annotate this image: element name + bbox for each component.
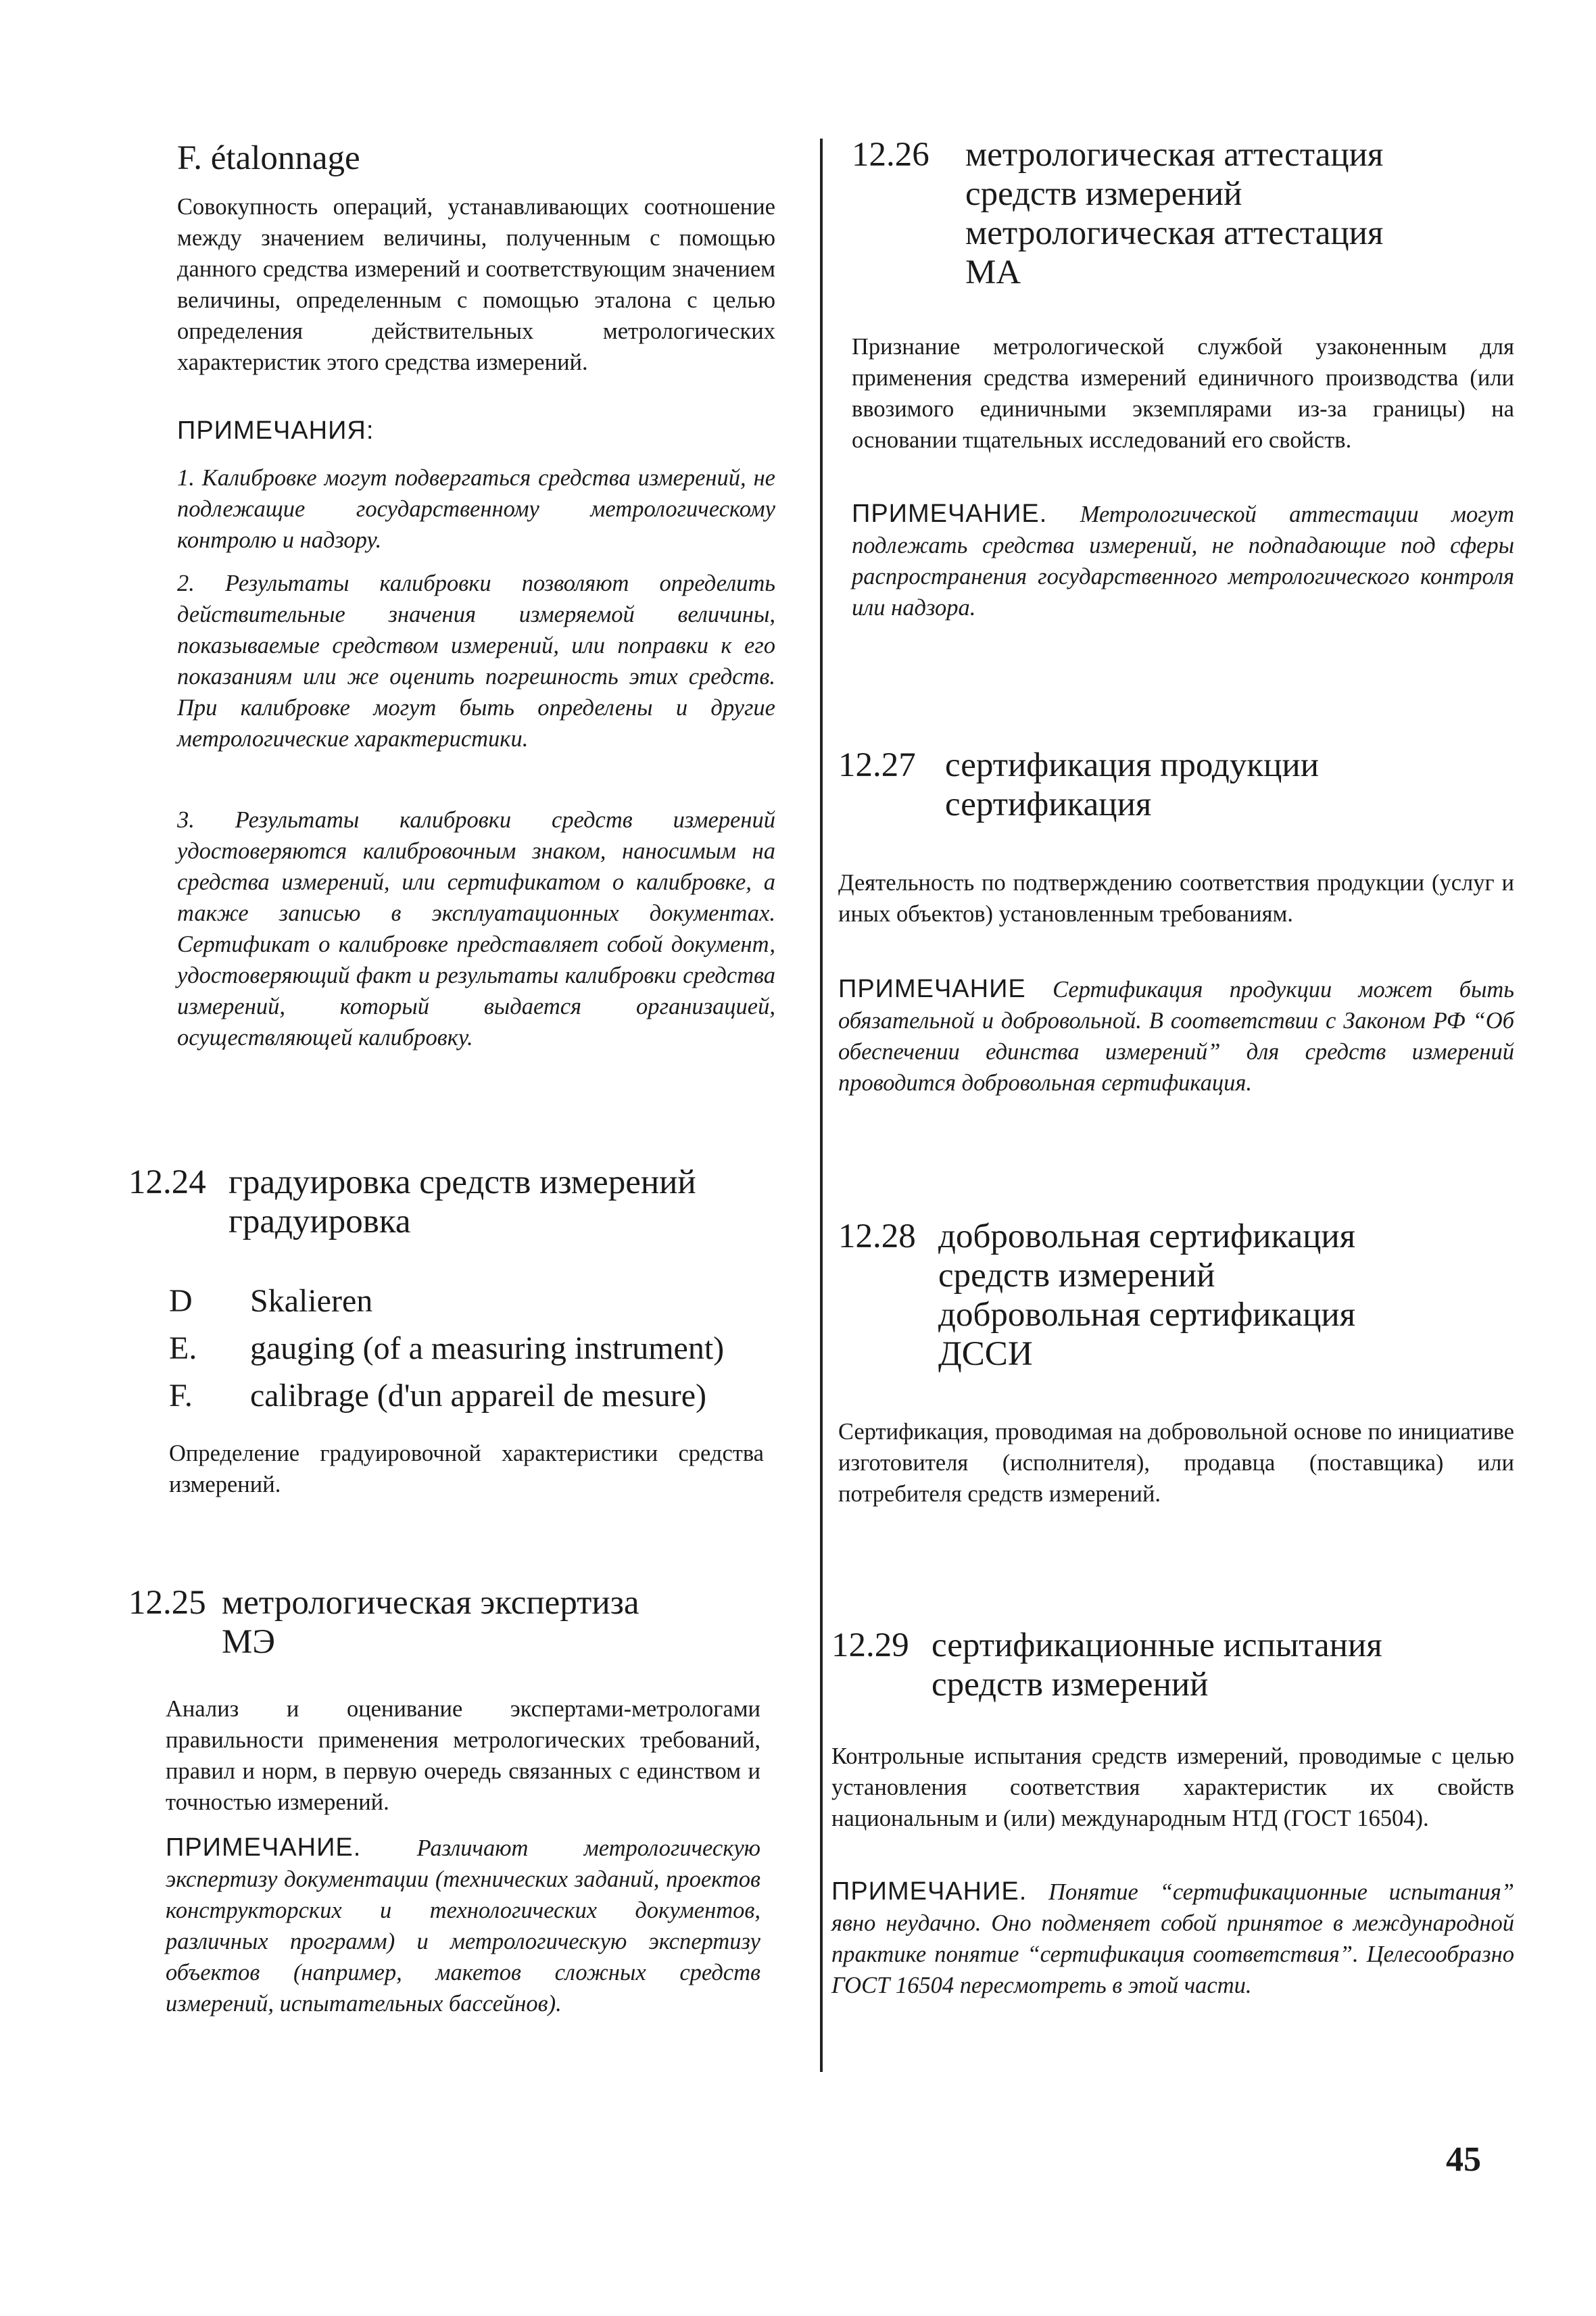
term-number: 12.28 — [838, 1217, 916, 1255]
note-label: ПРИМЕЧАНИЕ. — [831, 1877, 1027, 1906]
notes-heading: ПРИМЕЧАНИЯ: — [177, 416, 374, 445]
term-12-28-definition: Сертификация, проводимая на добровольной основе по инициативе изготовителя (исполнителя), продавца (поставщика) или потребителя средств измерений. — [838, 1419, 1514, 1507]
calibration-note-2: 2. Результаты калибровки позволяют определить действительные значения измеряемой величины, показываемые средством измерений, или поправки к его показаниям или же оценить погрешность этих средств. При калибровке могут быть определены и другие метрологические характеристики. — [177, 571, 775, 752]
lang-code: E. — [169, 1330, 197, 1366]
term-short-name: добровольная сертификация — [938, 1296, 1356, 1334]
term-number: 12.27 — [838, 746, 916, 784]
term-12-29-note — [831, 1876, 1514, 2001]
note-text: Сертификация продукции может быть обязательной и добровольной. В соответствии с Законом РФ “Об обеспечении единства измерений” для средств измерений проводится добровольная сертификация. — [838, 977, 1514, 1096]
term-12-27-definition: Деятельность по подтверждению соответствия продукции (услуг и иных объектов) установленным требованиям. — [838, 870, 1514, 927]
note-text: Понятие “сертификационные испытания” явно неудачно. Оно подменяет собой принятое в международной практике понятие “сертификация соответствия”. Целесообразно ГОСТ 16504 пересмотреть в этой части. — [831, 1879, 1514, 1998]
lang-term: Skalieren — [250, 1283, 373, 1319]
term-12-29-definition: Контрольные испытания средств измерений, проводимые с целью установления соответствия характеристик их свойств национальным и (или) международным НТД (ГОСТ 16504). — [831, 1743, 1514, 1831]
note-label: ПРИМЕЧАНИЕ. — [166, 1833, 362, 1862]
term-number: 12.24 — [128, 1163, 206, 1201]
term-name: добровольная сертификация — [938, 1217, 1356, 1255]
note-text: Различают метрологическую экспертизу документации (технических заданий, проектов конструкторских и технологических документов, различных программ) и метрологическую экспертизу объектов (например, макетов сложных средств измерений, испытательных бассейнов). — [166, 1835, 760, 2017]
note-label: ПРИМЕЧАНИЕ — [838, 975, 1026, 1003]
lang-equivalent-fr — [169, 1376, 706, 1416]
term-abbreviation: МА — [965, 254, 1021, 291]
calibration-note-3: 3. Результаты калибровки средств измерений удостоверяются калибровочным знаком, наносимым на средства измерений, или сертификатом о калибровке, а также записью в эксплуатационных документах. Сертификат о калибровке представляет собой документ, удостоверяющий факт и результаты калибровки средства измерений, который выдается организацией, осуществляющей калибровку. — [177, 807, 775, 1051]
lang-term: gauging (of a measuring instrument) — [250, 1330, 725, 1366]
note-label: ПРИМЕЧАНИЕ. — [852, 500, 1048, 528]
term-number: 12.25 — [128, 1584, 206, 1622]
lang-term: calibrage (d'un appareil de mesure) — [250, 1378, 706, 1414]
term-12-26-note — [852, 498, 1514, 623]
column-divider — [820, 139, 823, 2072]
term-name: сертификация продукции — [945, 746, 1320, 784]
term-number: 12.29 — [831, 1626, 909, 1664]
term-short-name: сертификация — [945, 786, 1152, 823]
term-12-24-definition: Определение градуировочной характеристики средства измерений. — [169, 1441, 764, 1497]
term-abbreviation: ДССИ — [938, 1335, 1033, 1373]
term-12-25-definition: Анализ и оценивание экспертами-метрологами правильности применения метрологических требований, правил и норм, в первую очередь связанных с единством и точностью измерений. — [166, 1696, 760, 1815]
term-name: метрологическая экспертиза — [222, 1584, 639, 1622]
term-name: метрологическая аттестация — [965, 136, 1384, 174]
lang-equivalent-en — [169, 1328, 724, 1369]
term-short-name: градуировка — [228, 1203, 411, 1240]
term-name-cont: средств измерений — [965, 175, 1242, 213]
term-number: 12.26 — [852, 136, 929, 174]
note-text: Метрологической аттестации могут подлежать средства измерений, не подпадающие под сферы распространения государственного метрологического контроля или надзора. — [852, 502, 1514, 621]
term-name-cont: средств измерений — [932, 1666, 1209, 1704]
calibration-note-1: 1. Калибровке могут подвергаться средства измерений, не подлежащие государственному метрологическому контролю и надзору. — [177, 465, 775, 553]
term-12-27-note — [838, 973, 1514, 1099]
term-12-25-note — [166, 1832, 760, 2019]
lang-code: F. — [169, 1378, 193, 1414]
page-number: 45 — [1446, 2140, 1481, 2179]
term-name-cont: средств измерений — [938, 1257, 1215, 1295]
lang-code: D — [169, 1283, 193, 1319]
term-12-26-definition: Признание метрологической службой узаконенным для применения средства измерений единичного производства (или ввозимого единичными экземплярами из-за границы) на основании тщательных исследований его свойств. — [852, 334, 1514, 453]
term-name: сертификационные испытания — [932, 1626, 1382, 1664]
lang-equivalent-de — [169, 1281, 372, 1322]
term-short-name: метрологическая аттестация — [965, 214, 1384, 252]
term-abbreviation: МЭ — [222, 1623, 276, 1661]
calibration-definition: Совокупность операций, устанавливающих соотношение между значением величины, полученным с помощью данного средства измерений и соответствующим значением величины, определенным с помощью эталона с целью определения действительных метрологических характеристик этого средства измерений. — [177, 194, 775, 375]
french-term-etalonnage: F. étalonnage — [177, 139, 360, 177]
term-name: градуировка средств измерений — [228, 1163, 696, 1201]
